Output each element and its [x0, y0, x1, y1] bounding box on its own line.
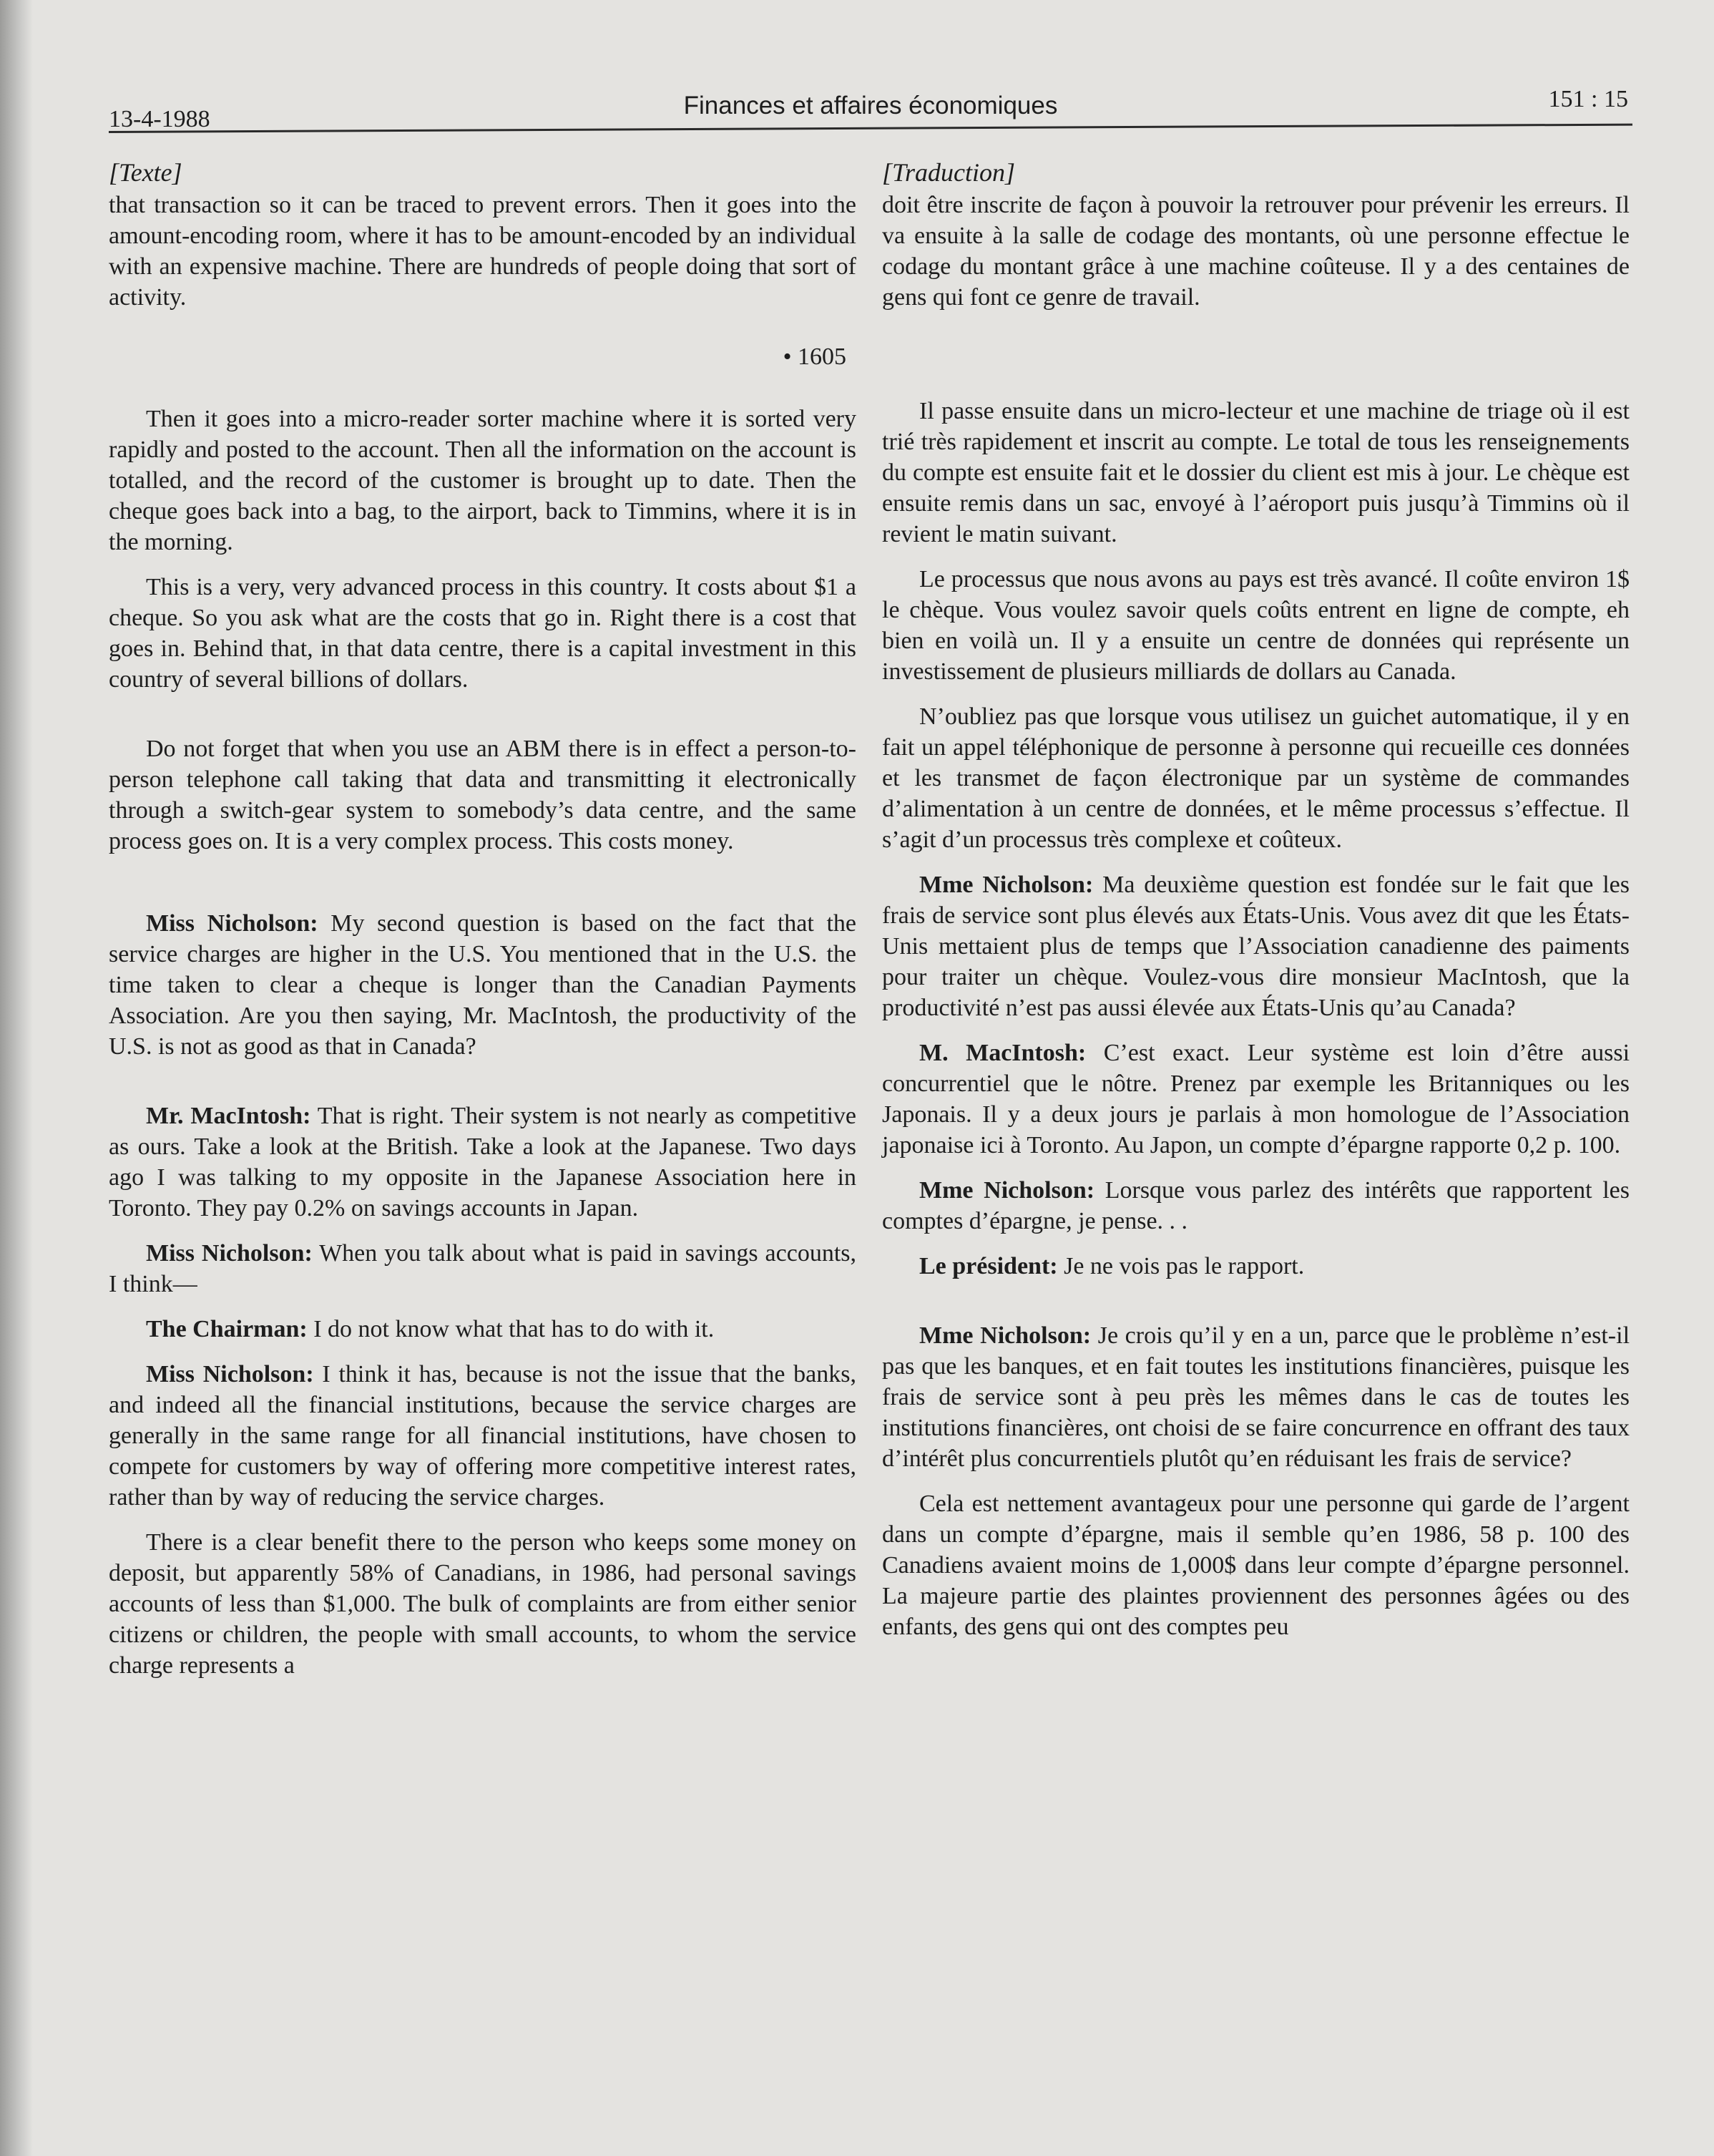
french-column: [882, 157, 1630, 1657]
speech-text: That is right. Their system is not nearly as competitive as ours. Take a look at the British. Take a look at the Japanese. Two days ago I was talking to my opposite in the Japanese Association here in Toronto. They pay 0.2% on savings accounts in Japan.: [109, 1103, 857, 1221]
speech-text: Je ne vois pas le rapport.: [1064, 1253, 1305, 1279]
speech: [882, 1320, 1630, 1474]
speech: [882, 1038, 1630, 1161]
speaker-name: Miss Nicholson:: [146, 910, 318, 937]
speech-text: Je crois qu’il y en a un, parce que le problème n’est-il pas que les banques, et en fait toutes les institutions financières, puisque les frais de service sont à peu près les mêmes dans le cas de toutes les institutions financières, ont choisi de se faire concurrence en offrant des taux d’intérêt plus concurrentiels plutôt qu’en réduisant les frais de service?: [882, 1322, 1630, 1472]
speaker-name: M. MacIntosh:: [919, 1040, 1087, 1066]
paragraph: that transaction so it can be traced to prevent errors. Then it goes into the amount-encoding room, where it has to be amount-encoded by an individual with an expensive machine. There are hundreds of people doing that sort of activity.: [109, 192, 856, 311]
speech: [109, 1101, 856, 1224]
speech-text: C’est exact. Leur système est loin d’être aussi concurrentiel que le nôtre. Prenez par exemple les Britanniques ou les Japonais. Il y a deux jours je parlais à mon homologue de l’Association japonaise ici à Toronto. Au Japon, un compte d’épargne rapporte 0,2 p. 100.: [882, 1040, 1630, 1159]
speech: [109, 1238, 856, 1299]
paragraph: doit être inscrite de façon à pouvoir la retrouver pour prévenir les erreurs. Il va ensuite à la salle de codage des montants, où une personne effectue le codage du montant grâce à une machine coûteuse. Il y a des centaines de gens qui font ce genre de travail.: [882, 192, 1630, 311]
paragraph: There is a clear benefit there to the person who keeps some money on deposit, but apparently 58% of Canadians, in 1986, had personal savings accounts of less than $1,000. The bulk of complaints are from either senior citizens or children, the people with small accounts, to whom the service charge represents a: [109, 1529, 856, 1679]
speaker-name: Miss Nicholson:: [146, 1361, 314, 1387]
speaker-name: Mr. MacIntosh:: [146, 1103, 311, 1129]
speech-text: When you talk about what is paid in savings accounts, I think—: [109, 1240, 857, 1297]
paragraph: Le processus que nous avons au pays est très avancé. Il coûte environ 1$ le chèque. Vous voulez savoir quels coûts entrent en ligne de compte, eh bien en voilà un. Il y a ensuite un centre de données qui représente un investissement de plusieurs milliards de dollars au Canada.: [882, 566, 1630, 685]
speech: [882, 869, 1630, 1023]
speech: [882, 1251, 1630, 1282]
paragraph: This is a very, very advanced process in this country. It costs about $1 a cheque. So you ask what are the costs that go in. Right there is a cost that goes in. Behind that, in that data centre, there is a capital investment in this country of several billions of dollars.: [109, 574, 856, 693]
speech: [109, 1359, 856, 1513]
paragraph: N’oubliez pas que lorsque vous utilisez un guichet automatique, il y en fait un appel téléphonique de personne à personne qui recueille ces données et les transmet de façon électronique par un système de commandes d’alimentation à un centre de données, et le même processus s’effectue. Il s’agit d’un processus très complexe et coûteux.: [882, 703, 1630, 853]
header-date: 13-4-1988: [109, 106, 210, 132]
speech: [109, 1314, 856, 1345]
header-page-number: 151 : 15: [1548, 86, 1628, 112]
paragraph: Il passe ensuite dans un micro-lecteur et une machine de triage où il est trié très rapidement et inscrit au compte. Le total de tous les renseignements du compte est ensuite fait et le dossier du client est mis à jour. Le chèque est ensuite remis dans un sac, envoyé à l’aéroport puis jusqu’à Timmins où il revient le matin suivant.: [882, 398, 1630, 547]
speech-text: I do not know what that has to do with it.: [313, 1316, 715, 1342]
speaker-name: The Chairman:: [146, 1316, 308, 1342]
paragraph: Do not forget that when you use an ABM there is in effect a person-to-person telephone call taking that data and transmitting it electronically through a switch-gear system to somebody’s data centre, and the same process goes on. It is a very complex process. This costs money.: [109, 736, 856, 854]
speaker-name: Mme Nicholson:: [919, 872, 1094, 898]
speech-text: I think it has, because is not the issue that the banks, and indeed all the financial institutions, because the service charges are generally in the same range for all financial institutions, have chosen to compete for customers by way of offering more competitive interest rates, rather than by way of reducing the service charges.: [109, 1361, 856, 1511]
time-marker: • 1605: [783, 343, 846, 370]
page-binding-edge: [0, 0, 33, 2156]
english-column: [109, 157, 856, 1695]
speaker-name: Mme Nicholson:: [919, 1177, 1095, 1204]
speech: [109, 908, 856, 1062]
speech-text: Lorsque vous parlez des intérêts que rapportent les comptes d’épargne, je pense. . .: [882, 1177, 1630, 1234]
paragraph: Cela est nettement avantageux pour une personne qui garde de l’argent dans un compte d’épargne, mais il semble qu’en 1986, 58 p. 100 des Canadiens avaient moins de 1,000$ dans leur compte d’épargne personnel. La majeure partie des plaintes proviennent des personnes âgées ou des enfants, des gens qui ont des comptes peu: [882, 1491, 1630, 1640]
speech: [882, 1175, 1630, 1236]
paragraph: Then it goes into a micro-reader sorter machine where it is sorted very rapidly and posted to the account. Then all the information on the account is totalled, and the record of the customer is brought up to date. Then the cheque goes back into a bag, to the airport, back to Timmins, where it is in the morning.: [109, 406, 856, 555]
speech-text: Ma deuxième question est fondée sur le fait que les frais de service sont plus élevés aux États-Unis. Vous avez dit que les États-Unis mettaient plus de temps que l’Association canadienne des paiments pour traiter un chèque. Voulez-vous dire monsieur MacIntosh, que la productivité n’est pas aussi élevée aux États-Unis qu’au Canada?: [882, 872, 1630, 1021]
speaker-name: Mme Nicholson:: [919, 1322, 1092, 1349]
header-title: Finances et affaires économiques: [683, 92, 1058, 119]
text-tag: [Texte]: [109, 158, 182, 187]
translation-tag: [Traduction]: [882, 158, 1016, 187]
speaker-name: Le président:: [919, 1253, 1058, 1279]
speech-text: My second question is based on the fact that the service charges are higher in the U.S. You mentioned that in the U.S. the time taken to clear a cheque is longer than the Canadian Payments Association. Are you then saying, Mr. MacIntosh, the productivity of the U.S. is not as good as that in Canada?: [109, 910, 856, 1060]
speaker-name: Miss Nicholson:: [146, 1240, 313, 1267]
